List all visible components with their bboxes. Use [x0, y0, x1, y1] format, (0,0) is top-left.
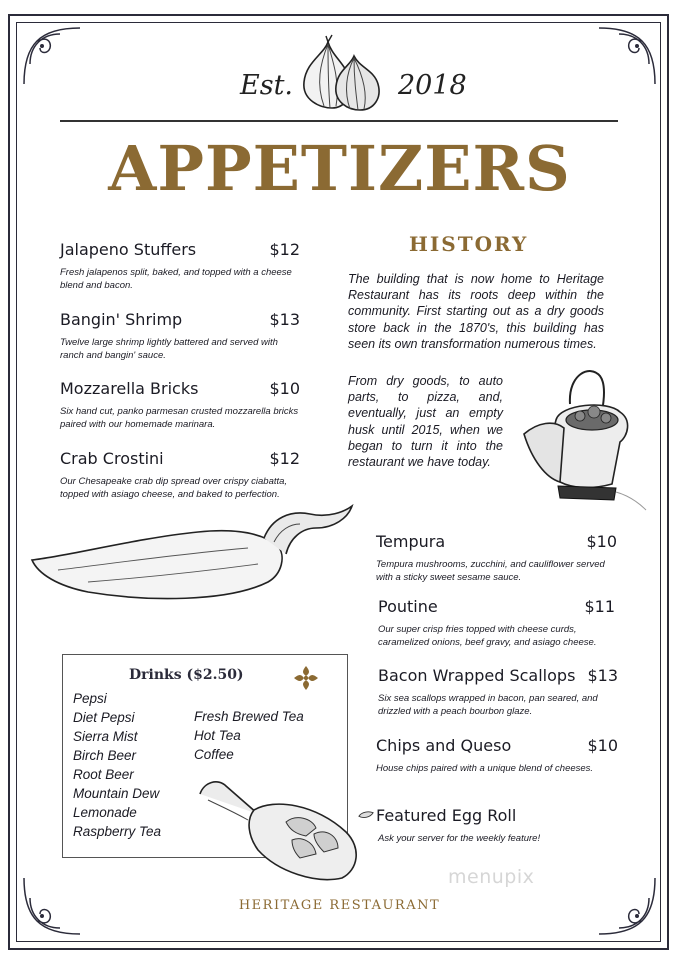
item-price: $11: [584, 597, 615, 616]
onion-illustration-icon: [290, 34, 390, 112]
item-name: Mozzarella Bricks: [60, 379, 199, 398]
drink-item: Fresh Brewed Tea: [194, 709, 304, 724]
item-description: House chips paired with a unique blend of cheeses.: [376, 763, 594, 774]
drink-item: Pepsi: [73, 691, 107, 706]
item-description: Our super crisp fries topped with cheese curds, caramelized onions, beef gravy, and asiago cheese.: [378, 624, 597, 648]
history-paragraph: The building that is now home to Heritage Restaurant has its roots deep within the community. First starting out as a dry goods store back in the 1870's, this building has seen its own transformation numerous times.: [348, 272, 604, 351]
menu-item: [376, 532, 617, 584]
menu-item: [60, 310, 300, 362]
history-paragraph: From dry goods, to auto parts, to pizza, and, eventually, just an empty husk until 2015, when we began to turn it into the restaurant we have today.: [348, 374, 503, 470]
drink-item: Raspberry Tea: [73, 824, 162, 839]
item-price: $12: [269, 240, 300, 259]
scoop-illustration-icon: [196, 774, 366, 884]
corner-ornament-icon: [589, 24, 659, 94]
item-name: Bangin' Shrimp: [60, 310, 183, 329]
watermark: menupix: [448, 866, 535, 888]
bucket-illustration-icon: [520, 364, 648, 516]
drinks-title: Drinks ($2.50): [129, 667, 244, 683]
drink-item: Diet Pepsi: [73, 710, 135, 725]
item-description: Ask your server for the weekly feature!: [378, 833, 541, 844]
item-price: $10: [269, 379, 300, 398]
menu-item: [358, 806, 618, 846]
item-name: Crab Crostini: [60, 449, 164, 468]
item-price: $12: [269, 449, 300, 468]
item-description: Our Chesapeake crab dip spread over crispy ciabatta, topped with asiago cheese, and baked to perfection.: [60, 476, 288, 500]
item-name: Poutine: [378, 597, 438, 616]
pepper-illustration-icon: [28, 498, 358, 608]
item-price: $13: [587, 666, 618, 685]
drink-item: Coffee: [194, 747, 234, 762]
corner-ornament-icon: [20, 24, 90, 94]
menu-item: [378, 597, 615, 649]
menu-item: [60, 379, 300, 431]
drink-item: Mountain Dew: [73, 786, 160, 801]
item-name: Chips and Queso: [376, 736, 512, 755]
item-name: Jalapeno Stuffers: [60, 240, 197, 259]
item-description: Twelve large shrimp lightly battered and served with ranch and bangin' sauce.: [60, 337, 278, 361]
drink-item: Sierra Mist: [73, 729, 138, 744]
menu-item: [378, 666, 618, 718]
header-divider: [60, 120, 618, 122]
menu-item: [376, 736, 618, 776]
history-title: HISTORY: [409, 232, 529, 256]
drink-item: Birch Beer: [73, 748, 137, 763]
item-price: $13: [269, 310, 300, 329]
item-name: Bacon Wrapped Scallops: [378, 666, 576, 685]
page-title: APPETIZERS: [108, 132, 571, 205]
menu-item: [60, 240, 300, 292]
item-description: Tempura mushrooms, zucchini, and cauliflower served with a sticky sweet sesame sauce.: [376, 559, 605, 583]
flourish-ornament-icon: [293, 665, 319, 691]
est-label: Est.: [240, 70, 293, 101]
item-price: $10: [587, 736, 618, 755]
footer-restaurant-name: HERITAGE RESTAURANT: [238, 898, 441, 913]
item-name: Featured Egg Roll: [376, 806, 517, 825]
drinks-list-col2: [194, 707, 304, 764]
item-name: Tempura: [376, 532, 446, 551]
est-year: 2018: [398, 70, 467, 101]
drinks-list-col1: [73, 689, 161, 841]
drink-item: Root Beer: [73, 767, 134, 782]
item-description: Six hand cut, panko parmesan crusted mozzarella bricks paired with our homemade marinara.: [60, 406, 299, 430]
item-price: $10: [586, 532, 617, 551]
item-description: Fresh jalapenos split, baked, and topped with a cheese blend and bacon.: [60, 267, 292, 291]
drink-item: Lemonade: [73, 805, 137, 820]
drink-item: Hot Tea: [194, 728, 241, 743]
item-description: Six sea scallops wrapped in bacon, pan seared, and drizzled with a peach bourbon glaze.: [378, 693, 598, 717]
menu-item: [60, 449, 300, 501]
